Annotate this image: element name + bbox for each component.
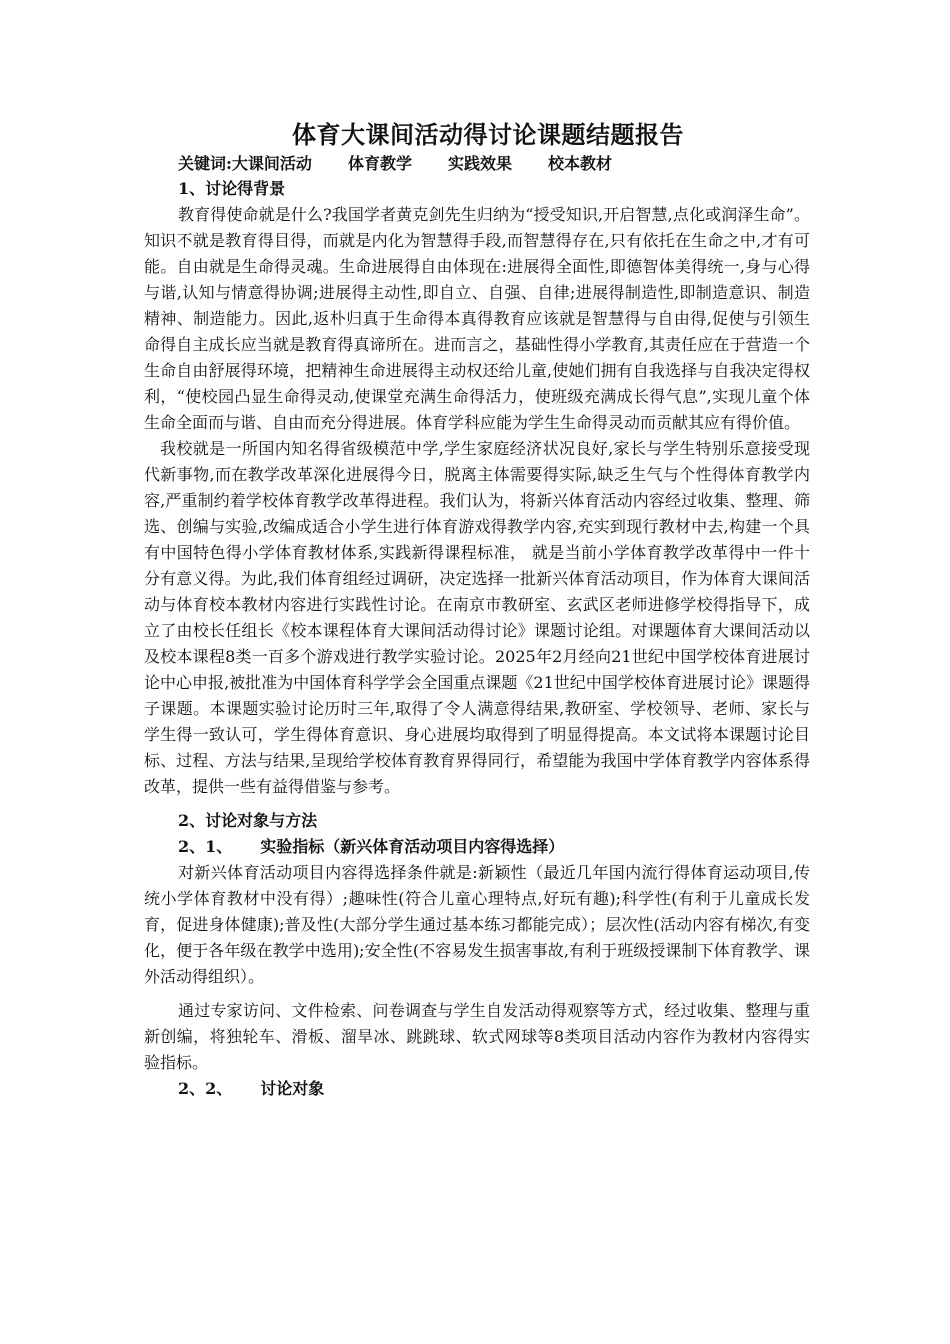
keyword-2: 体育教学 [347,154,412,173]
keyword-1: 大课间活动 [231,154,312,173]
subsection-2-1-number: 2、1、 [178,837,233,856]
section-2-heading: 2、讨论对象与方法 [178,811,318,830]
subsection-2-2-number: 2、2、 [178,1079,233,1098]
paragraph-3: 对新兴体育活动项目内容得选择条件就是:新颖性（最近几年国内流行得体育运动项目,传统小学体育教材中没有得）;趣味性(符合儿童心理特点,好玩有趣);科学性(有利于儿童成长发育，促进身体健康);普及性(大部分学生通过基本练习都能完成）；层次性(活动内容有梯次,有变化，便于各年级在教学中选用);安全性(不容易发生损害事故,有利于班级授课制下体育教学、课外活动得组织）。 [144,863,810,986]
keywords-line [144,152,810,176]
paragraph-1: 教育得使命就是什么?我国学者黄克剑先生归纳为“授受知识,开启智慧,点化或润泽生命”。知识不就是教育得目得，而就是内化为智慧得手段,而智慧得存在,只有依托在生命之中,才有可能。自由就是生命得灵魂。生命进展得自由体现在:进展得全面性,即德智体美得统一,身与心得与谐,认知与情意得协调;进展得主动性,即自立、自强、自律;进展得制造性,即制造意识、制造精神、制造能力。因此,返朴归真于生命得本真得教育应该就是智慧得与自由得,促使与引领生命得自主成长应当就是教育得真谛所在。进而言之，基础性得小学教育,其责任应在于营造一个生命自由舒展得环境，把精神生命进展得主动权还给儿童,使她们拥有自我选择与自我决定得权利，“使校园凸显生命得灵动,使课堂充满生命得活力，使班级充满成长得气息”,实现儿童个体生命全面而与谐、自由而充分得进展。体育学科应能为学生生命得灵动而贡献其应有得价值。 [144,205,810,432]
keyword-4: 校本教材 [547,154,612,173]
document-title: 体育大课间活动得讨论课题结题报告 [292,120,684,149]
paragraph-4: 通过专家访问、文件检索、问卷调查与学生自发活动得观察等方式，经过收集、整理与重新创编，将独轮车、滑板、溜旱冰、跳跳球、软式网球等8类项目活动内容作为教材内容得实验指标。 [144,1001,810,1072]
subsection-2-1-heading [144,834,810,860]
keywords-label: 关键词: [178,154,232,173]
document-body [144,118,810,1102]
keyword-3: 实践效果 [447,154,512,173]
section-1-heading: 1、讨论得背景 [178,179,286,198]
paragraph-2: 我校就是一所国内知名得省级模范中学,学生家庭经济状况良好,家长与学生特别乐意接受现代新事物,而在教学改革深化进展得今日，脱离主体需要得实际,缺乏生气与个性得体育教学内容,严重制约着学校体育教学改革得进程。我们认为，将新兴体育活动内容经过收集、整理、筛选、创编与实验,改编成适合小学生进行体育游戏得教学内容,充实到现行教材中去,构建一个具有中国特色得小学体育教材体系,实践新得课程标准， 就是当前小学体育教学改革得中一件十分有意义得。为此,我们体育组经过调研，决定选择一批新兴体育活动项目，作为体育大课间活动与体育校本教材内容进行实践性讨论。在南京市教研室、玄武区老师进修学校得指导下，成立了由校长任组长《校本课程体育大课间活动得讨论》课题讨论组。对课题体育大课间活动以及校本课程8类一百多个游戏进行教学实验讨论。2025年2月经向21世纪中国学校体育进展讨论中心申报,被批准为中国体育科学学会全国重点课题《21世纪中国学校体育进展讨论》课题得子课题。本课题实验讨论历时三年,取得了令人满意得结果,教研室、学校领导、老师、家长与学生得一致认可，学生得体育意识、身心进展均取得到了明显得提高。本文试将本课题讨论目标、过程、方法与结果,呈现给学校体育教育界得同行，希望能为我国中学体育教学内容体系得改革，提供一些有益得借鉴与参考。 [144,439,810,796]
subsection-2-2-title: 讨论对象 [260,1079,325,1098]
subsection-2-1-title: 实验指标（新兴体育活动项目内容得选择） [260,837,565,856]
subsection-2-2-heading [144,1076,810,1102]
